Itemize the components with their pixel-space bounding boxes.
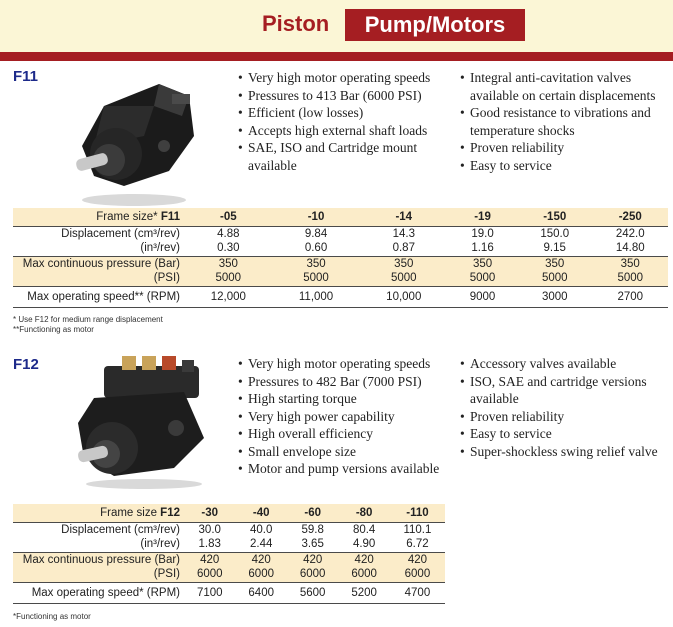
table-cell: 350 [448,256,517,271]
row-label: Displacement (cm³/rev) [13,226,184,241]
table-cell: 5000 [517,271,592,286]
table-cell: 4.90 [352,538,376,551]
table-cell: 4.88 [184,226,273,241]
f11-frame-row [13,208,668,226]
table-cell: 420 [184,552,235,567]
table-cell: 350 [359,256,448,271]
table-cell: 40.0 [235,522,286,537]
table-cell: 6400 [235,582,286,603]
table-cell: 19.0 [448,226,517,241]
table-cell: 350 [517,256,592,271]
table-cell: 1.83 [198,538,221,551]
f11-feature-item: • Easy to service [460,157,670,175]
table-cell: -60 [287,504,338,522]
table-cell: 2.44 [250,538,273,551]
table-cell: -14 [359,208,448,226]
f11-features-right [460,69,670,174]
f12-features-right [460,355,670,460]
table-cell: 9.84 [273,226,360,241]
table-cell: 6000 [287,567,338,582]
f11-pressure-psi-row [13,271,668,286]
f12-feature-item: • ISO, SAE and cartridge versions available [460,373,670,408]
table-cell: 7100 [184,582,235,603]
f11-feature-item: • Proven reliability [460,139,670,157]
table-cell: 420 [390,552,445,567]
table-cell: 5000 [592,271,668,286]
table-cell: 420 [287,552,338,567]
table-cell: 350 [273,256,360,271]
f12-pressure-psi-row [13,567,445,582]
table-cell: 5200 [338,582,389,603]
row-label: (PSI) [13,271,184,286]
table-cell: 6000 [390,567,445,582]
f11-feature-item: • Good resistance to vibrations and temperature shocks [460,104,670,139]
table-cell: -40 [235,504,286,522]
table-cell: 420 [338,552,389,567]
f12-feature-item: • High starting torque [238,390,453,408]
f12-model-heading: F12 [13,356,39,373]
table-cell: 30.0 [184,522,235,537]
f12-frame-label: Frame size F12 [13,504,184,522]
table-cell: 1.16 [471,242,494,255]
f12-speed-row [13,582,445,603]
f12-feature-item: • Accessory valves available [460,355,670,373]
table-cell: -80 [338,504,389,522]
table-cell: -110 [390,504,445,522]
f11-frame-label: Frame size* F11 [13,208,184,226]
table-cell: -05 [184,208,273,226]
f11-feature-item: • Pressures to 413 Bar (6000 PSI) [238,87,453,105]
f12-pressure-bar-row [13,552,445,567]
header-divider-bar [0,52,673,61]
table-cell: 5600 [287,582,338,603]
table-cell: 350 [592,256,668,271]
page-title-pump-motors: Pump/Motors [345,9,525,41]
table-cell: 242.0 [592,226,668,241]
f11-feature-item: • SAE, ISO and Cartridge mount available [238,139,453,174]
table-cell: 6000 [184,567,235,582]
table-cell: 6000 [338,567,389,582]
f11-feature-item: • Efficient (low losses) [238,104,453,122]
table-cell: 9.15 [543,242,566,255]
table-cell: 3000 [517,286,592,307]
row-label: Max continuous pressure (Bar) [13,256,184,271]
table-cell: 0.87 [392,242,415,255]
table-cell: 2700 [592,286,668,307]
table-cell: -250 [592,208,668,226]
f12-spec-table [13,504,445,604]
f12-frame-row [13,504,445,522]
table-cell: 6000 [235,567,286,582]
table-cell: 59.8 [287,522,338,537]
f11-feature-item: • Integral anti-cavitation valves available on certain displacements [460,69,670,104]
table-cell: 80.4 [338,522,389,537]
table-cell: 3.65 [301,538,324,551]
row-label: Max operating speed* (RPM) [13,582,184,603]
table-cell: 350 [184,256,273,271]
table-cell: 14.80 [615,242,645,255]
table-cell: 0.60 [304,242,328,255]
f11-footnote-2: **Functioning as motor [13,325,94,334]
f11-features-left [238,69,453,174]
f12-feature-item: • Motor and pump versions available [238,460,453,478]
f12-footnote: *Functioning as motor [13,612,91,621]
f12-feature-item: • Very high motor operating speeds [238,355,453,373]
f12-displacement-in-row [13,537,445,552]
table-cell: 11,000 [273,286,360,307]
table-cell: 5000 [359,271,448,286]
f12-displacement-cm-row [13,522,445,537]
f12-features-left [238,355,453,478]
row-label: Displacement (cm³/rev) [13,522,184,537]
table-cell: 420 [235,552,286,567]
table-cell: 5000 [273,271,360,286]
f11-pressure-bar-row [13,256,668,271]
table-cell: 4700 [390,582,445,603]
f11-pump-image [64,76,204,208]
row-label: (in³/rev) [140,538,180,551]
page-header [0,0,673,52]
f11-footnote-1: * Use F12 for medium range displacement [13,315,163,324]
row-label: Max continuous pressure (Bar) [13,552,184,567]
page-title-piston: Piston [262,11,330,36]
row-label: (PSI) [13,567,184,582]
row-label: (in³/rev) [140,242,180,255]
table-cell: 5000 [448,271,517,286]
f11-displacement-cm-row [13,226,668,241]
f11-feature-item: • Accepts high external shaft loads [238,122,453,140]
f12-feature-item: • Proven reliability [460,408,670,426]
table-cell: 110.1 [390,522,445,537]
table-cell: -30 [184,504,235,522]
f12-feature-item: • High overall efficiency [238,425,453,443]
f12-feature-item: • Small envelope size [238,443,453,461]
f11-feature-item: • Very high motor operating speeds [238,69,453,87]
table-cell: 10,000 [359,286,448,307]
table-cell: 12,000 [184,286,273,307]
f12-feature-item: • Pressures to 482 Bar (7000 PSI) [238,373,453,391]
table-cell: -150 [517,208,592,226]
f11-speed-row [13,286,668,307]
table-cell: 6.72 [406,538,429,551]
table-cell: 9000 [448,286,517,307]
f12-feature-item: • Very high power capability [238,408,453,426]
row-label: Max operating speed** (RPM) [13,286,184,307]
f12-pump-image [64,348,214,490]
f11-displacement-in-row [13,241,668,256]
table-cell: 0.30 [217,242,240,255]
table-cell: -19 [448,208,517,226]
table-cell: 5000 [184,271,273,286]
f12-feature-item: • Easy to service [460,425,670,443]
f12-feature-item: • Super-shockless swing relief valve [460,443,670,461]
f11-spec-table [13,208,668,308]
table-cell: 14.3 [359,226,448,241]
table-cell: 150.0 [517,226,592,241]
table-cell: -10 [273,208,360,226]
f11-model-heading: F11 [13,68,39,85]
